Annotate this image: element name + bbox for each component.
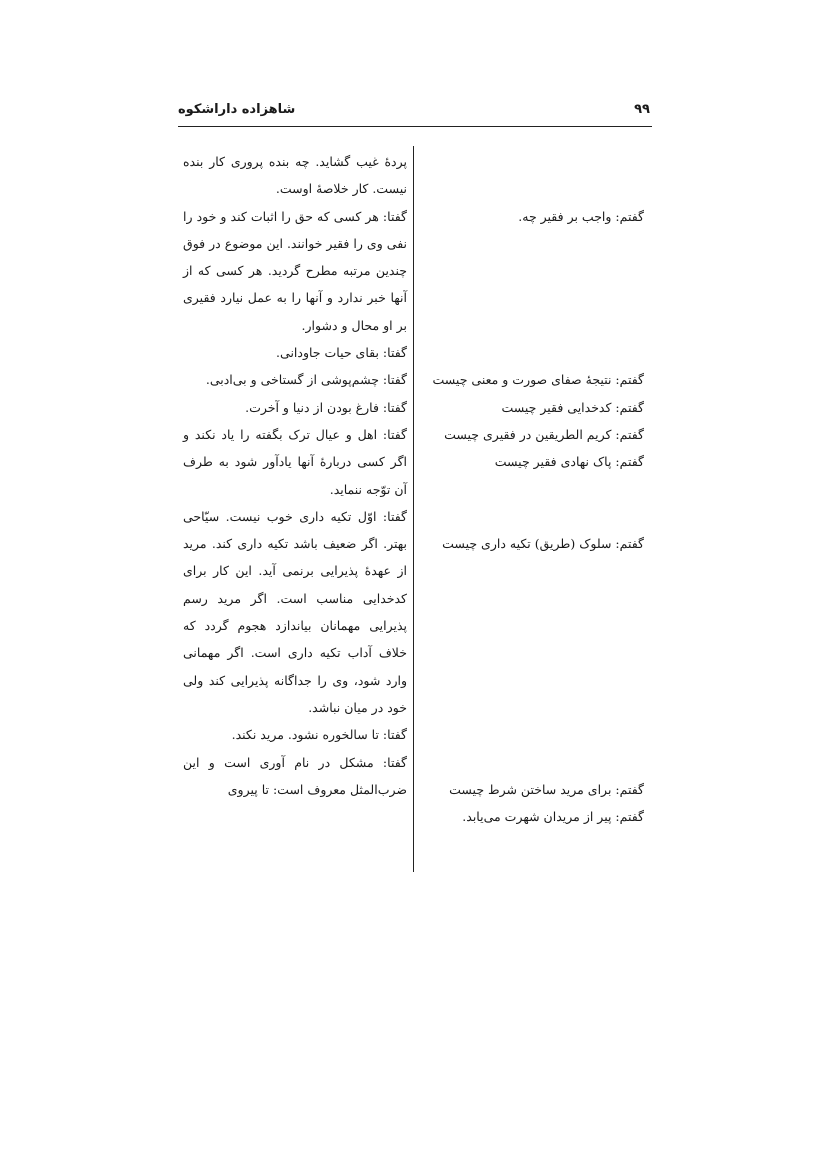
answer-paragraph: پردهٔ غیب گشاید. چه بنده پروری کار بنده نیست. کار خلاصهٔ اوست.	[183, 154, 407, 197]
answer-paragraph: گفتا: چشم‌پوشی از گستاخی و بی‌ادبی.	[205, 372, 407, 388]
question-line: گفتم: پیر از مریدان شهرت می‌یابد.	[462, 809, 644, 825]
answer-paragraph: گفتا: مشکل در نام آوری است و این ضرب‌المثل معروف است: تا پیروی	[183, 754, 407, 797]
running-title: شاهزاده داراشکوه	[178, 102, 296, 117]
answers-column	[183, 148, 407, 803]
question-line: گفتم: پاک نهادی فقیر چیست	[494, 454, 644, 470]
column-divider	[413, 146, 414, 872]
question-line: گفتم: واجب بر فقیر چه.	[518, 208, 644, 224]
answer-paragraph: گفتا: اهل و عیال ترک بگفته را یاد نکند و اگر کسی دربارهٔ آنها یادآور شود به طرف آن توّجه ننماید.	[183, 426, 407, 497]
questions-column	[420, 148, 644, 874]
question-line: گفتم: برای مرید ساختن شرط چیست	[449, 782, 644, 797]
answer-paragraph: گفتا: هر کسی که حق را اثبات کند و خود را نفی وی را فقیر خوانند. این موضوع در فوق چندین مرتبه مطرح گردید. هر کسی که از آنها خبر ندارد و آنها را به عمل نیارد فقیری بر او محال و دشوار.	[183, 208, 407, 333]
answer-paragraph: گفتا: اوّل تکیه داری خوب نیست. سیّاحی بهتر. اگر ضعیف باشد تکیه داری کند. مرید از عهدهٔ پذیرایی برنمی آید. این کار برای کدخدایی مناسب است. اگر مرید رسم پذیرایی مهمانان بیاندازد هجوم گردد که خلاف آداب تکیه داری است. اگر مهمانی وارد شود، وی را جداگانه پذیرایی کند ولی خود در میان نباشد.	[183, 508, 407, 715]
answer-paragraph: گفتا: تا سالخوره نشود. مرید نکند.	[231, 727, 407, 743]
question-line: گفتم: کریم الطریقین در فقیری چیست	[444, 427, 644, 442]
question-line: گفتم: نتیجهٔ صفای صورت و معنی چیست	[432, 372, 644, 388]
page-header	[178, 100, 652, 127]
question-line: گفتم: سلوک (طریق) تکیه داری چیست	[442, 536, 644, 552]
answer-paragraph: گفتا: بقای حیات جاودانی.	[276, 345, 407, 361]
question-line: گفتم: کدخدایی فقیر چیست	[501, 399, 644, 415]
answer-paragraph: گفتا: فارغ بودن از دنیا و آخرت.	[245, 399, 407, 415]
page-number: ۹۹	[634, 102, 650, 117]
